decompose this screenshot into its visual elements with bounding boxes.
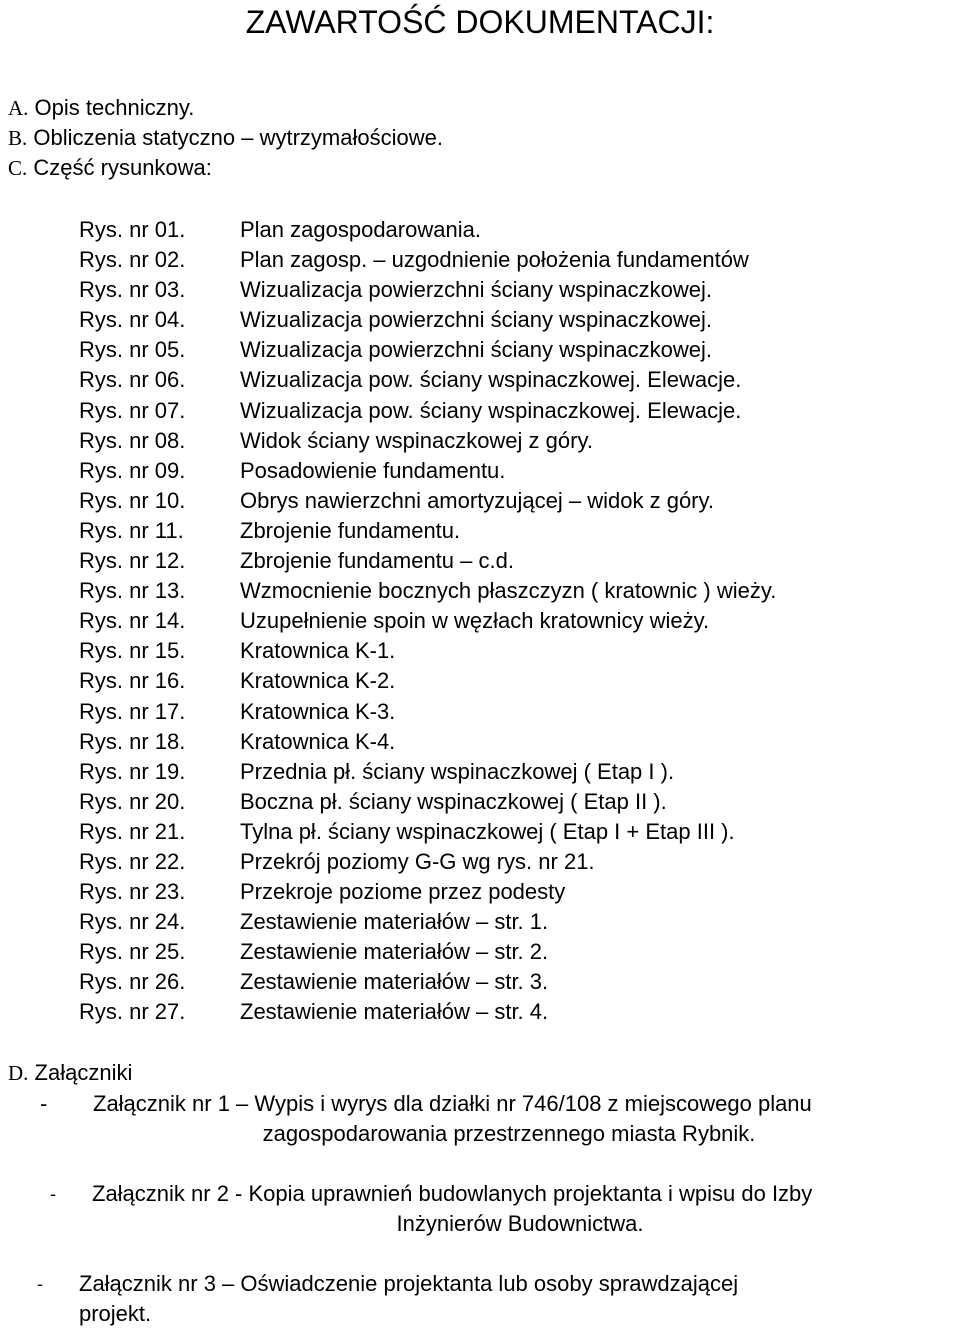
drawing-item — [79, 335, 776, 365]
drawing-item — [79, 967, 776, 997]
section-c — [8, 153, 212, 183]
drawing-number: Rys. nr 13. — [79, 578, 186, 604]
section-d — [8, 1058, 132, 1088]
list-dash: - — [50, 1184, 56, 1204]
drawing-item — [79, 847, 776, 877]
drawing-description: Wizualizacja powierzchni ściany wspinaczkowej. — [240, 337, 712, 363]
drawing-description: Wzmocnienie bocznych płaszczyzn ( kratownic ) wieży. — [240, 578, 777, 604]
section-label: Obliczenia statyczno – wytrzymałościowe. — [33, 125, 443, 150]
list-dash: - — [37, 1274, 43, 1294]
drawing-number: Rys. nr 11. — [79, 517, 184, 543]
drawing-description: Zbrojenie fundamentu – c.d. — [240, 548, 514, 574]
drawing-number: Rys. nr 15. — [79, 638, 186, 664]
drawing-item — [79, 275, 776, 305]
drawing-item — [79, 576, 776, 606]
drawing-description: Plan zagospodarowania. — [240, 217, 481, 242]
drawing-description: Wizualizacja pow. ściany wspinaczkowej. Elewacje. — [240, 367, 742, 393]
drawing-item — [79, 456, 776, 486]
attachment-line-2: projekt. — [79, 1301, 152, 1326]
drawing-description: Widok ściany wspinaczkowej z góry. — [240, 427, 593, 453]
section-letter: A. — [8, 96, 29, 120]
drawing-description: Obrys nawierzchni amortyzującej – widok z góry. — [240, 487, 714, 513]
drawing-description: Przednia pł. ściany wspinaczkowej ( Etap I ). — [240, 758, 675, 784]
drawing-number: Rys. nr 14. — [79, 608, 186, 634]
drawing-number: Rys. nr 02. — [79, 247, 186, 273]
drawing-item — [79, 666, 776, 696]
drawing-number: Rys. nr 10. — [79, 487, 186, 513]
list-dash: - — [40, 1091, 48, 1116]
drawing-description: Przekroje poziome przez podesty — [240, 879, 566, 905]
drawing-item — [79, 546, 776, 576]
drawing-description: Zestawienie materiałów – str. 4. — [240, 999, 549, 1025]
drawing-item — [79, 245, 776, 275]
drawing-number: Rys. nr 23. — [79, 879, 186, 905]
document-title: ZAWARTOŚĆ DOKUMENTACJI: — [245, 4, 715, 40]
drawing-number: Rys. nr 18. — [79, 728, 186, 754]
drawing-number: Rys. nr 25. — [79, 939, 186, 965]
drawing-item — [79, 787, 776, 817]
drawing-number: Rys. nr 19. — [79, 758, 186, 784]
drawing-number: Rys. nr 05. — [79, 337, 186, 363]
drawing-description: Przekrój poziomy G-G wg rys. nr 21. — [240, 848, 595, 874]
drawing-item — [79, 877, 776, 907]
drawing-item — [79, 757, 776, 787]
drawing-description: Zestawienie materiałów – str. 1. — [240, 909, 549, 935]
drawing-number: Rys. nr 26. — [79, 969, 186, 995]
attachment-line-2: Inżynierów Budownictwa. — [396, 1211, 644, 1236]
drawing-number: Rys. nr 01. — [79, 217, 186, 242]
drawing-item — [79, 817, 776, 847]
attachment-line-1: Załącznik nr 1 – Wypis i wyrys dla działki nr 746/108 z miejscowego planu — [93, 1091, 812, 1116]
drawing-number: Rys. nr 04. — [79, 307, 186, 333]
drawing-number: Rys. nr 07. — [79, 397, 186, 423]
drawing-number: Rys. nr 20. — [79, 788, 186, 814]
attachment-line-1: Załącznik nr 2 - Kopia uprawnień budowlanych projektanta i wpisu do Izby — [92, 1181, 813, 1206]
section-label: Część rysunkowa: — [33, 155, 212, 180]
section-letter: B. — [8, 126, 28, 150]
drawing-description: Boczna pł. ściany wspinaczkowej ( Etap II ). — [240, 788, 667, 814]
drawing-description: Kratownica K-2. — [240, 668, 396, 694]
section-letter: C. — [8, 156, 28, 180]
drawing-description: Tylna pł. ściany wspinaczkowej ( Etap I + Etap III ). — [240, 818, 735, 844]
drawing-number: Rys. nr 09. — [79, 457, 186, 483]
drawing-description: Wizualizacja powierzchni ściany wspinaczkowej. — [240, 277, 712, 303]
section-b — [8, 123, 443, 153]
attachment-line-1: Załącznik nr 3 – Oświadczenie projektanta lub osoby sprawdzającej — [79, 1271, 739, 1296]
drawing-item — [79, 997, 776, 1027]
drawing-number: Rys. nr 27. — [79, 999, 186, 1025]
drawing-number: Rys. nr 22. — [79, 848, 186, 874]
attachment-line-2: zagospodarowania przestrzennego miasta Rybnik. — [262, 1121, 756, 1146]
drawing-description: Kratownica K-4. — [240, 728, 396, 754]
drawing-description: Zestawienie materiałów – str. 2. — [240, 939, 549, 965]
drawing-item — [79, 606, 776, 636]
drawing-number: Rys. nr 17. — [79, 698, 186, 724]
drawings-list — [79, 215, 776, 1028]
drawing-number: Rys. nr 03. — [79, 277, 186, 303]
drawing-description: Plan zagosp. – uzgodnienie położenia fundamentów — [240, 247, 749, 273]
drawing-item — [79, 426, 776, 456]
drawing-item — [79, 365, 776, 395]
drawing-description: Wizualizacja pow. ściany wspinaczkowej. Elewacje. — [240, 397, 742, 423]
drawing-item — [79, 907, 776, 937]
drawing-item — [79, 516, 776, 546]
section-label: Załączniki — [34, 1060, 133, 1085]
drawing-item — [79, 486, 776, 516]
section-letter: D. — [8, 1061, 29, 1085]
drawing-item — [79, 215, 776, 245]
drawing-number: Rys. nr 16. — [79, 668, 186, 694]
drawing-description: Zbrojenie fundamentu. — [240, 517, 461, 543]
drawing-description: Uzupełnienie spoin w węzłach kratownicy wieży. — [240, 608, 710, 634]
drawing-number: Rys. nr 08. — [79, 427, 186, 453]
drawing-number: Rys. nr 21. — [79, 818, 186, 844]
drawing-item — [79, 396, 776, 426]
drawing-number: Rys. nr 12. — [79, 548, 186, 574]
section-a — [8, 93, 194, 123]
drawing-description: Posadowienie fundamentu. — [240, 457, 506, 483]
drawing-number: Rys. nr 06. — [79, 367, 186, 393]
drawing-description: Zestawienie materiałów – str. 3. — [240, 969, 549, 995]
drawing-item — [79, 697, 776, 727]
drawing-item — [79, 937, 776, 967]
drawing-item — [79, 636, 776, 666]
drawing-description: Kratownica K-1. — [240, 638, 396, 664]
drawing-description: Wizualizacja powierzchni ściany wspinaczkowej. — [240, 307, 712, 333]
drawing-description: Kratownica K-3. — [240, 698, 396, 724]
drawing-item — [79, 727, 776, 757]
section-label: Opis techniczny. — [34, 95, 195, 120]
drawing-item — [79, 305, 776, 335]
drawing-number: Rys. nr 24. — [79, 909, 186, 935]
